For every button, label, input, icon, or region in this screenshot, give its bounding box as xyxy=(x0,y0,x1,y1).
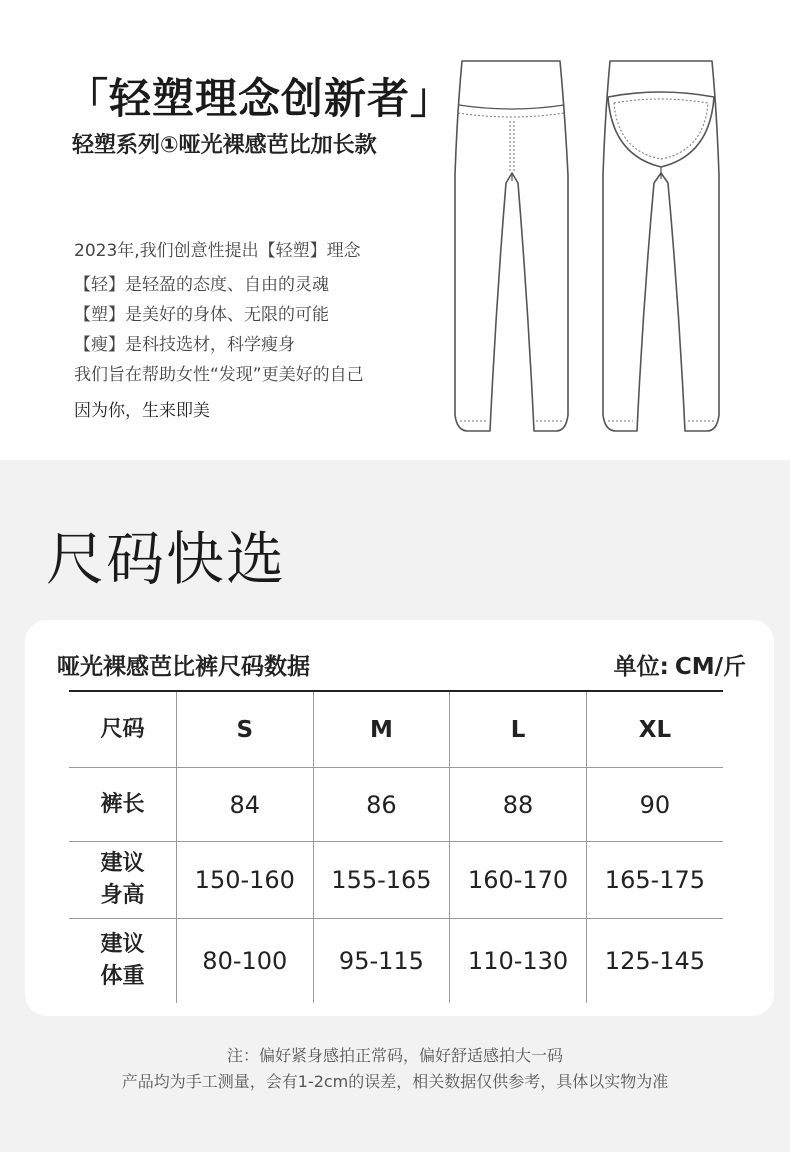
table-header-row xyxy=(69,692,723,768)
table-cell: 95-115 xyxy=(313,919,450,1004)
size-quick-select-heading: 尺码快选 xyxy=(46,525,287,593)
brand-concept-title: 「轻塑理念创新者」 xyxy=(66,74,454,123)
table-cell: 88 xyxy=(450,768,587,842)
size-l-header: L xyxy=(450,692,587,768)
intro-line: 【瘦】是科技选材，科学瘦身 xyxy=(74,335,295,355)
size-header-label: 尺码 xyxy=(100,716,145,742)
table-cell: 165-175 xyxy=(586,842,723,919)
concept-intro xyxy=(74,236,454,426)
table-cell: 90 xyxy=(586,768,723,842)
intro-line: 我们旨在帮助女性“发现”更美好的自己 xyxy=(74,365,364,385)
intro-line: 因为你，生来即美 xyxy=(74,401,210,421)
table-cell: 155-165 xyxy=(313,842,450,919)
row-label-line: 建议 xyxy=(100,932,145,957)
leggings-back-illustration xyxy=(600,55,722,435)
size-chart-table xyxy=(69,692,723,1003)
table-cell: 125-145 xyxy=(586,919,723,1004)
size-section xyxy=(0,460,790,1152)
intro-line: 【轻】是轻盈的态度、自由的灵魂 xyxy=(74,275,329,295)
intro-line: 2023年,我们创意性提出【轻塑】理念 xyxy=(74,241,361,261)
leggings-front-illustration xyxy=(452,55,570,435)
row-label-length xyxy=(69,768,177,842)
size-chart-card xyxy=(25,620,774,1016)
size-xl-header: XL xyxy=(586,692,723,768)
row-label-weight xyxy=(69,919,177,1004)
size-m-header: M xyxy=(313,692,450,768)
size-s-header: S xyxy=(177,692,314,768)
table-row xyxy=(69,842,723,919)
intro-line: 【塑】是美好的身体、无限的可能 xyxy=(74,305,329,325)
row-label-line: 裤长 xyxy=(100,791,145,817)
table-cell: 160-170 xyxy=(450,842,587,919)
unit-label-text: 单位: xyxy=(613,654,669,680)
unit-label xyxy=(614,648,746,681)
table-row xyxy=(69,919,723,1004)
measurement-disclaimer: 产品均为手工测量，会有1-2cm的误差，相关数据仅供参考，具体以实物为准 xyxy=(121,1072,669,1091)
table-cell: 150-160 xyxy=(177,842,314,919)
product-subtitle: 轻塑系列①哑光裸感芭比加长款 xyxy=(72,133,377,158)
unit-value: CM/斤 xyxy=(674,654,746,680)
row-label-line: 身高 xyxy=(100,883,145,908)
sizing-note: 注：偏好紧身感拍正常码，偏好舒适感拍大一码 xyxy=(226,1046,563,1065)
size-chart-title: 哑光裸感芭比裤尺码数据 xyxy=(57,654,310,680)
table-cell: 80-100 xyxy=(177,919,314,1004)
table-row xyxy=(69,768,723,842)
table-cell: 86 xyxy=(313,768,450,842)
row-label-height xyxy=(69,842,177,919)
row-label-line: 体重 xyxy=(100,964,145,989)
table-cell: 110-130 xyxy=(450,919,587,1004)
table-cell: 84 xyxy=(177,768,314,842)
top-section xyxy=(0,0,790,460)
row-label-line: 建议 xyxy=(100,851,145,876)
